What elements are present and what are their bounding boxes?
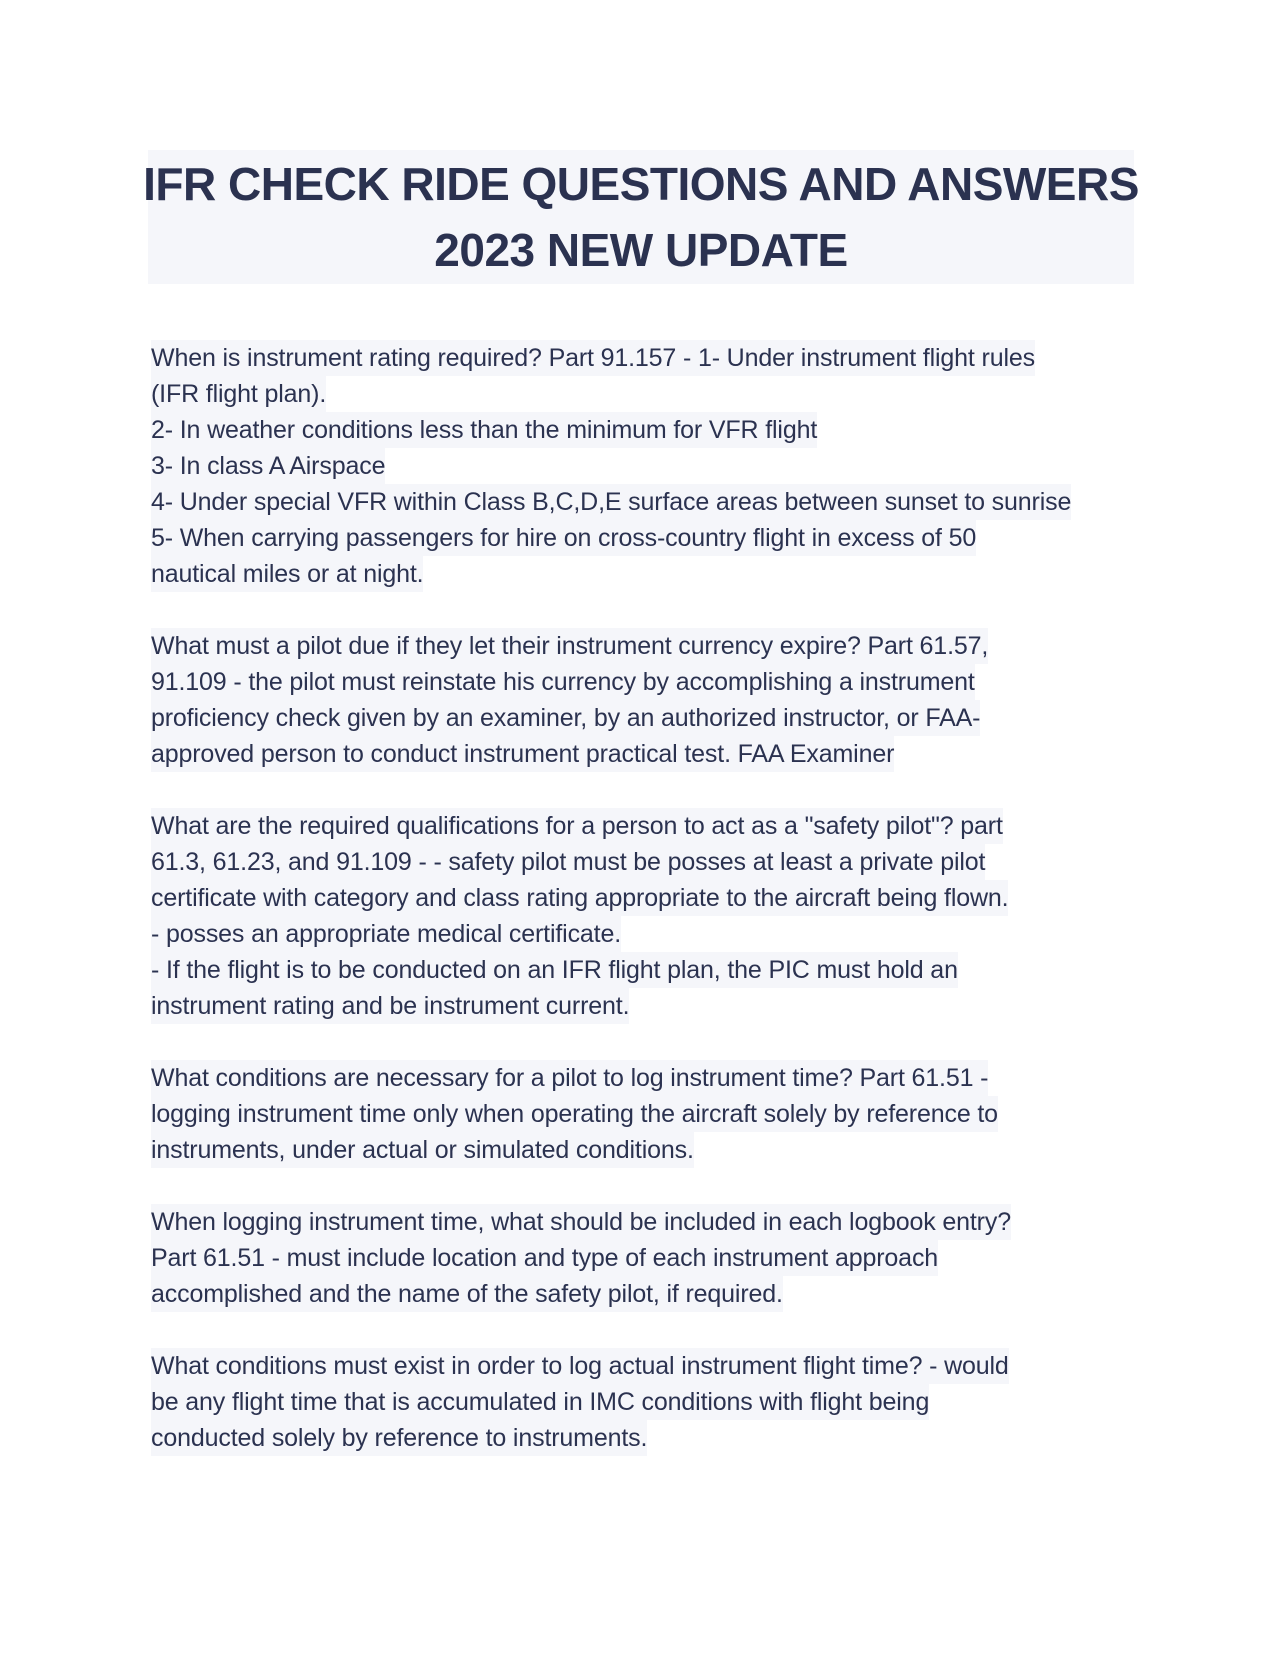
text-line: accomplished and the name of the safety pilot, if required. xyxy=(151,1276,783,1312)
text-line: logging instrument time only when operating the aircraft solely by reference to xyxy=(151,1096,998,1132)
text-line: proficiency check given by an examiner, by an authorized instructor, or FAA- xyxy=(151,700,980,736)
qa-block-currency-expire xyxy=(151,628,1141,772)
text-line: 3- In class A Airspace xyxy=(151,448,385,484)
text-line: (IFR flight plan). xyxy=(151,376,326,412)
text-line: be any flight time that is accumulated in IMC conditions with flight being xyxy=(151,1384,929,1420)
document-title xyxy=(143,150,1139,284)
text-line: Part 61.51 - must include location and type of each instrument approach xyxy=(151,1240,938,1276)
text-line: 91.109 - the pilot must reinstate his currency by accomplishing a instrument xyxy=(151,664,975,700)
text-line: When logging instrument time, what should be included in each logbook entry? xyxy=(151,1204,1011,1240)
text-line: instruments, under actual or simulated conditions. xyxy=(151,1132,694,1168)
text-line: What conditions are necessary for a pilot to log instrument time? Part 61.51 - xyxy=(151,1060,988,1096)
text-line: When is instrument rating required? Part 91.157 - 1- Under instrument flight rules xyxy=(151,340,1035,376)
text-line: 61.3, 61.23, and 91.109 - - safety pilot must be posses at least a private pilot xyxy=(151,844,985,880)
text-line: 2- In weather conditions less than the minimum for VFR flight xyxy=(151,412,817,448)
qa-block-log-instrument-time xyxy=(151,1060,1141,1168)
text-line: conducted solely by reference to instruments. xyxy=(151,1420,647,1456)
qa-block-actual-instrument-time xyxy=(151,1348,1141,1456)
text-line: nautical miles or at night. xyxy=(151,556,423,592)
text-line: approved person to conduct instrument practical test. FAA Examiner xyxy=(151,736,894,772)
text-line: What are the required qualifications for a person to act as a "safety pilot"? part xyxy=(151,808,1003,844)
qa-block-logbook-entry xyxy=(151,1204,1141,1312)
qa-content xyxy=(151,340,1141,1492)
text-line: What conditions must exist in order to log actual instrument flight time? - would xyxy=(151,1348,1009,1384)
text-line: instrument rating and be instrument current. xyxy=(151,988,629,1024)
qa-block-instrument-rating-required xyxy=(151,340,1141,592)
qa-block-safety-pilot xyxy=(151,808,1141,1024)
title-line-2: 2023 NEW UPDATE xyxy=(434,224,848,276)
text-line: certificate with category and class rating appropriate to the aircraft being flown. xyxy=(151,880,1008,916)
title-line-1: IFR CHECK RIDE QUESTIONS AND ANSWERS xyxy=(143,158,1139,210)
text-line: What must a pilot due if they let their instrument currency expire? Part 61.57, xyxy=(151,628,988,664)
text-line: 5- When carrying passengers for hire on cross-country flight in excess of 50 xyxy=(151,520,976,556)
text-line: - posses an appropriate medical certificate. xyxy=(151,916,621,952)
text-line: - If the flight is to be conducted on an IFR flight plan, the PIC must hold an xyxy=(151,952,958,988)
text-line: 4- Under special VFR within Class B,C,D,E surface areas between sunset to sunrise xyxy=(151,484,1071,520)
